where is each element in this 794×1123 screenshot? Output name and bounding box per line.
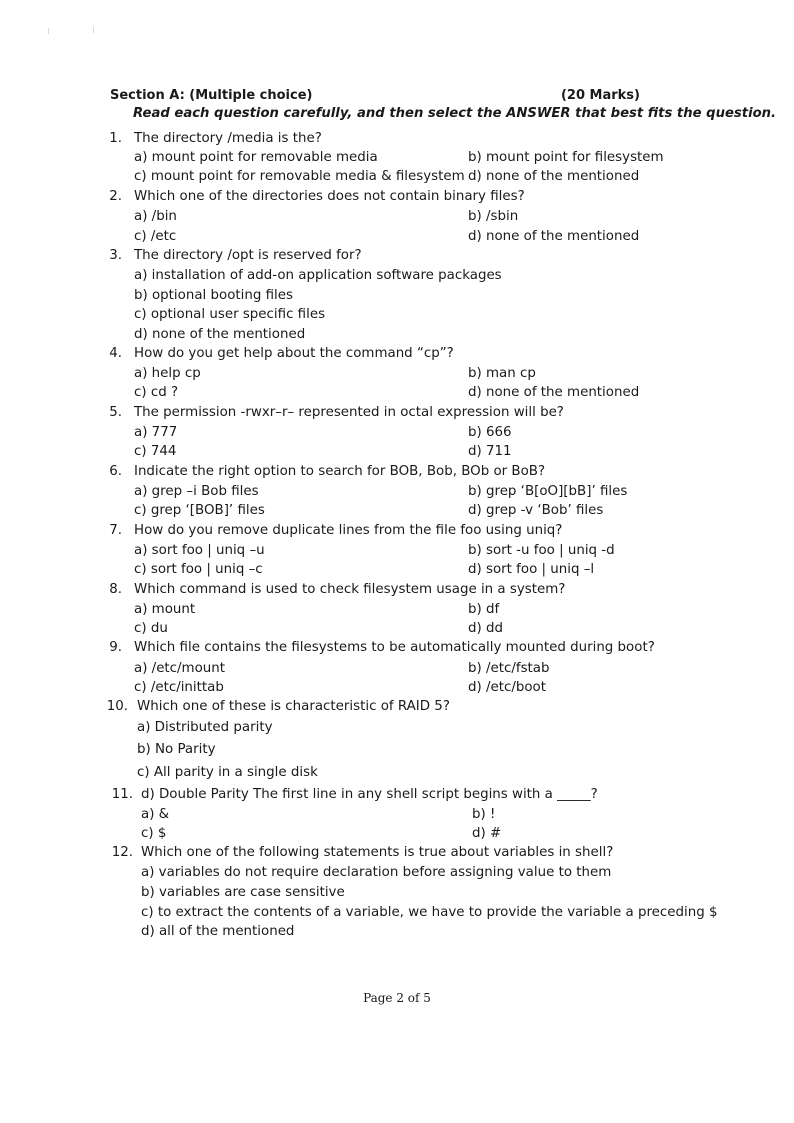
option-c: c) optional user specific files bbox=[134, 307, 326, 322]
option-a: a) & bbox=[141, 807, 170, 822]
option-a: a) 777 bbox=[134, 425, 178, 440]
option-d: d) none of the mentioned bbox=[468, 229, 640, 244]
option-c: c) to extract the contents of a variable, we have to provide the variable a preceding $ bbox=[141, 905, 718, 920]
question-text: d) Double Parity The first line in any shell script begins with a _____? bbox=[141, 787, 598, 802]
scan-mark bbox=[48, 28, 49, 34]
option-b: b) sort -u foo | uniq -d bbox=[468, 543, 615, 558]
option-b: b) 666 bbox=[468, 425, 512, 440]
question-text: Indicate the right option to search for BOB, Bob, BOb or BoB? bbox=[134, 464, 546, 479]
option-c: c) cd ? bbox=[134, 385, 179, 400]
question-text: The directory /opt is reserved for? bbox=[134, 248, 362, 263]
option-d: d) none of the mentioned bbox=[468, 169, 640, 184]
question-number: 2. bbox=[109, 189, 122, 204]
section-header bbox=[110, 88, 640, 108]
question-text: Which file contains the filesystems to be automatically mounted during boot? bbox=[134, 640, 655, 655]
option-d: d) none of the mentioned bbox=[468, 385, 640, 400]
option-c: c) $ bbox=[141, 826, 167, 841]
option-c: c) /etc/inittab bbox=[134, 680, 224, 695]
option-a: a) mount point for removable media bbox=[134, 150, 378, 165]
option-c: c) du bbox=[134, 621, 168, 636]
option-d: d) sort foo | uniq –l bbox=[468, 562, 595, 577]
question-number: 1. bbox=[109, 131, 122, 146]
option-c: c) sort foo | uniq –c bbox=[134, 562, 263, 577]
question-text: Which one of the following statements is true about variables in shell? bbox=[141, 845, 614, 860]
option-c: c) grep ‘[BOB]’ files bbox=[134, 503, 265, 518]
question-text: How do you get help about the command “cp”? bbox=[134, 346, 454, 361]
option-b: b) /sbin bbox=[468, 209, 519, 224]
question-text: The directory /media is the? bbox=[134, 131, 322, 146]
question-text: How do you remove duplicate lines from the file foo using uniq? bbox=[134, 523, 563, 538]
option-d: d) dd bbox=[468, 621, 503, 636]
option-c: c) mount point for removable media & filesystem bbox=[134, 169, 465, 184]
question-number: 10. bbox=[106, 699, 128, 714]
question-number: 3. bbox=[109, 248, 122, 263]
question-number: 12. bbox=[111, 845, 133, 860]
question-text: The permission -rwxr–r– represented in octal expression will be? bbox=[134, 405, 564, 420]
question-number: 5. bbox=[109, 405, 122, 420]
question-text: Which one of these is characteristic of RAID 5? bbox=[137, 699, 450, 714]
option-a: a) mount bbox=[134, 602, 196, 617]
section-marks: (20 Marks) bbox=[560, 88, 640, 103]
option-c: c) /etc bbox=[134, 229, 177, 244]
option-a: a) installation of add-on application software packages bbox=[134, 268, 502, 283]
option-d: d) /etc/boot bbox=[468, 680, 546, 695]
section-title: Section A: (Multiple choice) bbox=[110, 88, 313, 103]
option-d: d) none of the mentioned bbox=[134, 327, 306, 342]
option-b: b) No Parity bbox=[137, 742, 216, 757]
option-b: b) mount point for filesystem bbox=[468, 150, 664, 165]
option-b: b) /etc/fstab bbox=[468, 661, 550, 676]
option-c: c) 744 bbox=[134, 444, 177, 459]
option-b: b) grep ‘B[oO][bB]’ files bbox=[468, 484, 628, 499]
question-number: 11. bbox=[111, 787, 133, 802]
question-text: Which one of the directories does not contain binary files? bbox=[134, 189, 525, 204]
option-b: b) man cp bbox=[468, 366, 536, 381]
question-text: Which command is used to check filesystem usage in a system? bbox=[134, 582, 566, 597]
option-d: d) # bbox=[472, 826, 502, 841]
question-number: 4. bbox=[109, 346, 122, 361]
option-b: b) df bbox=[468, 602, 500, 617]
option-a: a) help cp bbox=[134, 366, 201, 381]
question-number: 6. bbox=[109, 464, 122, 479]
option-b: b) ! bbox=[472, 807, 496, 822]
option-a: a) Distributed parity bbox=[137, 720, 273, 735]
page-number: Page 2 of 5 bbox=[363, 991, 431, 1005]
option-d: d) all of the mentioned bbox=[141, 924, 295, 939]
option-d: d) 711 bbox=[468, 444, 512, 459]
option-a: a) /bin bbox=[134, 209, 177, 224]
question-number: 7. bbox=[109, 523, 122, 538]
option-a: a) /etc/mount bbox=[134, 661, 226, 676]
option-b: b) variables are case sensitive bbox=[141, 885, 345, 900]
scan-mark bbox=[93, 27, 94, 33]
option-c: c) All parity in a single disk bbox=[137, 765, 318, 780]
question-number: 9. bbox=[109, 640, 122, 655]
question-number: 8. bbox=[109, 582, 122, 597]
option-d: d) grep -v ‘Bob’ files bbox=[468, 503, 604, 518]
option-a: a) variables do not require declaration before assigning value to them bbox=[141, 865, 612, 880]
option-b: b) optional booting files bbox=[134, 288, 293, 303]
option-a: a) sort foo | uniq –u bbox=[134, 543, 265, 558]
instructions: Read each question carefully, and then select the ANSWER that best fits the question. bbox=[133, 106, 777, 121]
option-a: a) grep –i Bob files bbox=[134, 484, 259, 499]
